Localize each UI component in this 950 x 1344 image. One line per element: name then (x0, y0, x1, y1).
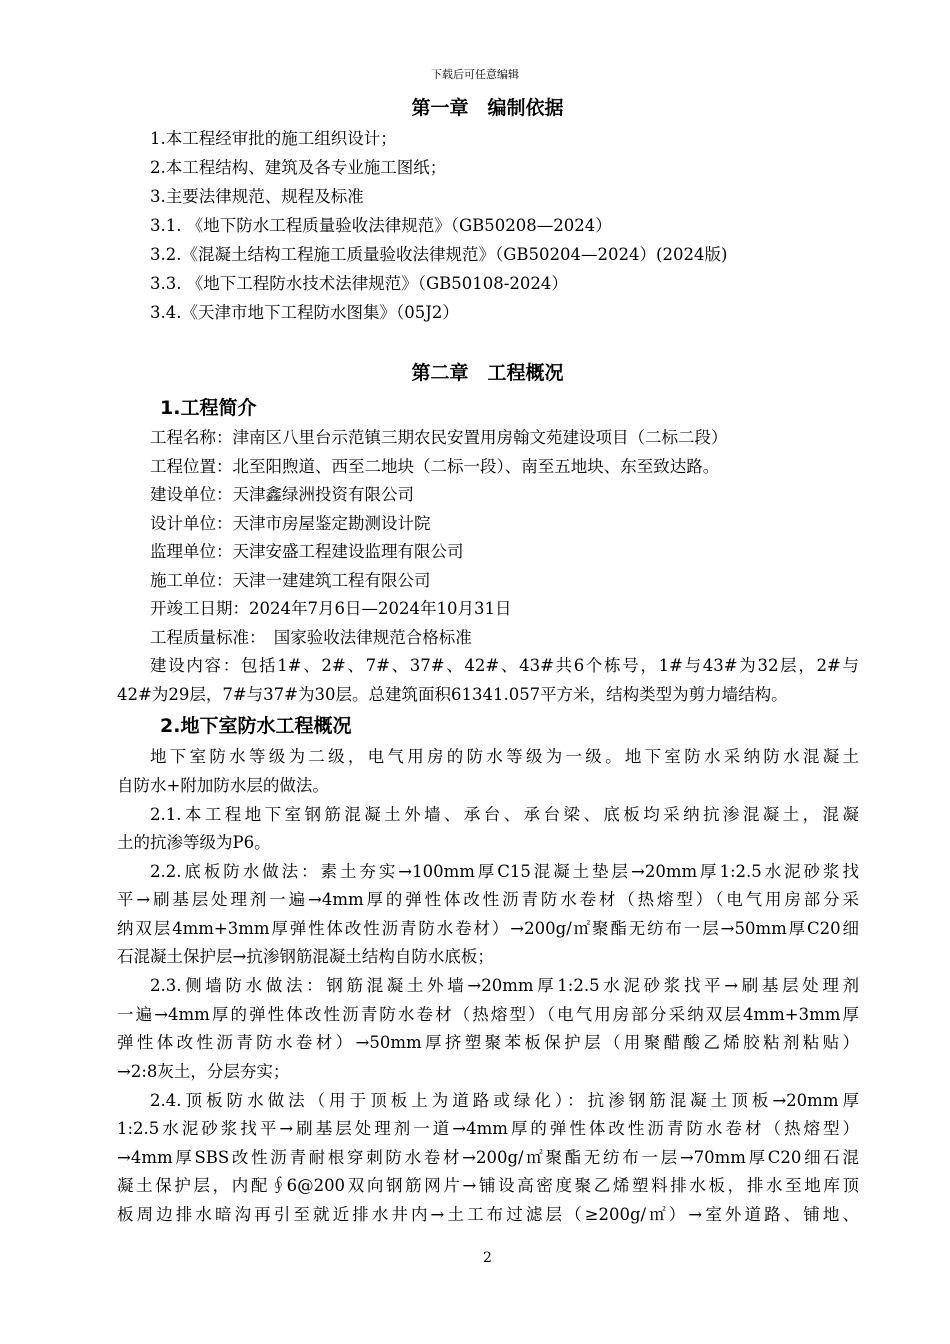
project-info-line: 开竣工日期：2024年7月6日—2024年10月31日 (150, 599, 512, 618)
project-info-line: 施工单位：天津一建建筑工程有限公司 (150, 571, 431, 590)
project-info-line: 建设单位：天津鑫绿洲投资有限公司 (150, 485, 414, 504)
basis-item: 2.本工程结构、建筑及各专业施工图纸； (150, 158, 447, 177)
paragraph-line: 纳双层4mm+3mm厚弹性体改性沥青防水卷材）→200g/㎡聚酯无纺布一层→50mm厚C20细 (117, 919, 859, 938)
project-info-line: 工程位置：北至阳煦道、西至二地块（二标一段）、南至五地块、东至致达路。 (150, 457, 720, 476)
project-info-line: 工程名称：津南区八里台示范镇三期农民安置用房翰文苑建设项目（二标二段） (150, 428, 728, 447)
paragraph-line: 土的抗渗等级为P6。 (117, 833, 271, 852)
paragraph-line: 2.1.本工程地下室钢筋混凝土外墙、承台、承台梁、底板均采纳抗渗混凝土，混凝 (150, 805, 859, 824)
basis-item: 3.2.《混凝土结构工程施工质量验收法律规范》（GB50204—2024）(2024版) (150, 245, 728, 264)
paragraph-line: 2.3.侧墙防水做法：钢筋混凝土外墙→20mm厚1:2.5水泥砂浆找平→刷基层处理剂 (150, 976, 859, 995)
basis-item: 3.3. 《地下工程防水技术法律规范》（GB50108-2024） (150, 274, 568, 293)
paragraph-line: 平→刷基层处理剂一遍→4mm厚的弹性体改性沥青防水卷材（热熔型）（电气用房部分采 (117, 890, 859, 909)
paragraph-line: 地下室防水等级为二级，电气用房的防水等级为一级。地下室防水采纳防水混凝土 (150, 747, 859, 766)
basis-item: 3.1. 《地下防水工程质量验收法律规范》（GB50208—2024） (150, 216, 612, 235)
build-content-line: 42#为29层，7#与37#为30层。总建筑面积61341.057平方米，结构类型为剪力墙结构。 (117, 685, 788, 704)
project-info-line: 设计单位：天津市房屋鉴定勘测设计院 (150, 514, 431, 533)
basis-item: 1.本工程经审批的施工组织设计； (150, 129, 397, 148)
section-title-waterproofing: 2.地下室防水工程概况 (160, 715, 352, 737)
chapter2-title: 第二章 工程概况 (411, 362, 564, 384)
paragraph-line: 弹性体改性沥青防水卷材）→50mm厚挤塑聚苯板保护层（用聚醋酸乙烯胶粘剂粘贴） (117, 1033, 859, 1052)
chapter1-title: 第一章 编制依据 (411, 97, 564, 119)
paragraph-line: 2.4.顶板防水做法（用于顶板上为道路或绿化）：抗渗钢筋混凝土顶板→20mm厚 (150, 1091, 859, 1110)
paragraph-line: 1:2.5水泥砂浆找平→刷基层处理剂一道→4mm厚的弹性体改性沥青防水卷材（热熔型） (117, 1119, 859, 1138)
basis-item: 3.主要法律规范、规程及标准 (150, 187, 364, 206)
paragraph-line: 一遍→4mm厚的弹性体改性沥青防水卷材（热熔型）（电气用房部分采纳双层4mm+3mm厚 (117, 1005, 859, 1024)
project-info-line: 监理单位：天津安盛工程建设监理有限公司 (150, 542, 464, 561)
paragraph-line: 2.2.底板防水做法：素土夯实→100mm厚C15混凝土垫层→20mm厚1:2.5水泥砂浆找 (150, 862, 859, 881)
basis-item: 3.4.《天津市地下工程防水图集》（05J2） (150, 303, 459, 322)
header-note: 下载后可任意编辑 (431, 68, 519, 81)
build-content-line: 建设内容：包括1#、2#、7#、37#、42#、43#共6个栋号，1#与43#为32层，2#与 (150, 656, 859, 675)
paragraph-line: 石混凝土保护层→抗渗钢筋混凝土结构自防水底板； (117, 947, 494, 966)
project-info-line: 工程质量标准： 国家验收法律规范合格标准 (150, 628, 472, 647)
paragraph-line: 板周边排水暗沟再引至就近排水井内→土工布过滤层（≥200g/㎡）→室外道路、铺地、 (117, 1205, 859, 1224)
paragraph-line: 自防水+附加防水层的做法。 (117, 776, 329, 795)
section-title-overview: 1.工程简介 (160, 397, 257, 419)
paragraph-line: 凝土保护层，内配∮6@200双向钢筋网片→铺设高密度聚乙烯塑料排水板，排水至地库顶 (117, 1176, 859, 1195)
paragraph-line: →4mm厚SBS改性沥青耐根穿刺防水卷材→200g/㎡聚酯无纺布一层→70mm厚C20细石混 (117, 1148, 859, 1167)
paragraph-line: →2:8灰土，分层夯实； (117, 1062, 290, 1081)
page-number: 2 (483, 1250, 492, 1266)
